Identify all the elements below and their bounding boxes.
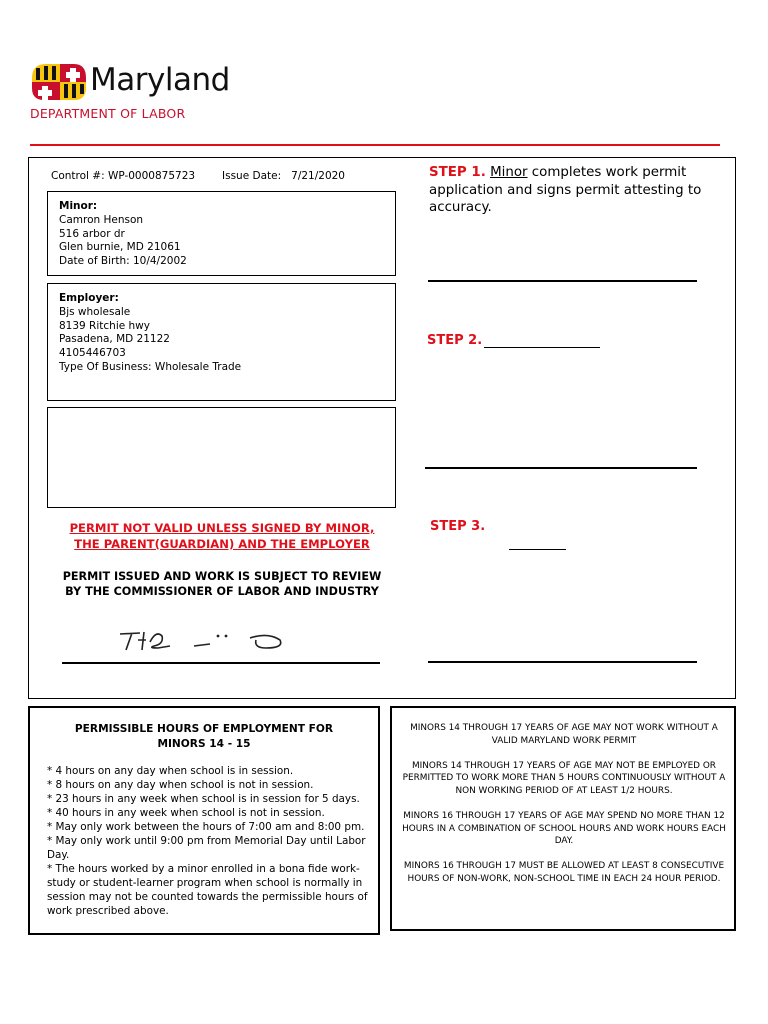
validity-warning <box>47 520 397 552</box>
blank-info-box <box>47 407 396 508</box>
step-2 <box>427 333 482 348</box>
hours-item: * May only work until 9:00 pm from Memorial Day until Labor Day. <box>47 835 366 861</box>
step-1-signature-line <box>428 280 697 282</box>
permissible-hours-list <box>47 764 372 918</box>
review-notice <box>47 569 397 599</box>
rule-paragraph: MINORS 16 THROUGH 17 YEARS OF AGE MAY SPEND NO MORE THAN 12 HOURS IN A COMBINATION OF SCHOOL HOURS AND WORK HOURS EACH DAY. <box>402 810 726 847</box>
hours-item: * 23 hours in any week when school is in session for 5 days. <box>47 793 360 805</box>
review-line-1: PERMIT ISSUED AND WORK IS SUBJECT TO REVIEW <box>62 570 382 583</box>
step-1-label: STEP 1. <box>429 165 486 180</box>
employer-info-box <box>47 283 396 401</box>
minor-name: Camron Henson <box>59 213 144 226</box>
control-label: Control #: <box>51 170 105 182</box>
warning-line-1: PERMIT NOT VALID UNLESS SIGNED BY MINOR, <box>69 521 375 535</box>
issue-label: Issue Date: <box>222 170 282 182</box>
brand-name: Maryland <box>90 62 230 98</box>
step-3-blank <box>509 549 566 550</box>
hours-title-line-1: PERMISSIBLE HOURS OF EMPLOYMENT FOR <box>74 723 334 735</box>
employer-phone: 4105446703 <box>59 347 126 360</box>
step-1-description: completes work permit application and signs permit attesting to accuracy. <box>429 165 702 215</box>
issue-date-line <box>222 169 345 183</box>
issue-date: 7/21/2020 <box>291 170 345 182</box>
employer-heading: Employer: <box>59 292 119 304</box>
step-3-signature-line <box>428 661 697 663</box>
hours-item: * May only work between the hours of 7:00 am and 8:00 pm. <box>47 821 365 833</box>
step-2-signature-line <box>425 467 697 469</box>
hours-item: * 8 hours on any day when school is not in session. <box>47 779 314 791</box>
hours-item: * The hours worked by a minor enrolled in a bona fide work-study or student-learner program when school is normally in session may not be counted towards the permissible hours of work prescribed above. <box>47 863 368 917</box>
warning-line-2: THE PARENT(GUARDIAN) AND THE EMPLOYER <box>74 537 370 551</box>
hours-item: * 4 hours on any day when school is in session. <box>47 765 294 777</box>
minor-dob: Date of Birth: 10/4/2002 <box>59 255 187 268</box>
minor-city: Glen burnie, MD 21061 <box>59 241 181 254</box>
handwritten-signature <box>118 628 288 654</box>
rule-paragraph: MINORS 14 THROUGH 17 YEARS OF AGE MAY NOT WORK WITHOUT A VALID MARYLAND WORK PERMIT <box>410 723 718 746</box>
employer-city: Pasadena, MD 21122 <box>59 333 170 346</box>
rule-paragraph: MINORS 14 THROUGH 17 YEARS OF AGE MAY NOT BE EMPLOYED OR PERMITTED TO WORK MORE THAN 5 HOURS CONTINUOUSLY WITHOUT A NON WORKING PERIOD OF AT LEAST 1/2 HOURS. <box>402 760 726 796</box>
employer-name: Bjs wholesale <box>59 305 131 318</box>
hours-title-line-2: MINORS 14 - 15 <box>157 738 251 750</box>
employer-street: 8139 Ritchie hwy <box>59 319 150 332</box>
control-number-line <box>51 169 195 183</box>
header-divider <box>30 144 720 146</box>
step-2-blank <box>484 347 600 348</box>
minor-rules-text <box>398 722 730 898</box>
step-1-minor-word: Minor <box>490 165 528 180</box>
control-number: WP-0000875723 <box>107 170 196 182</box>
step-2-label: STEP 2. <box>427 333 483 348</box>
minor-heading: Minor: <box>59 200 98 212</box>
step-3-label: STEP 3. <box>430 519 486 534</box>
rule-paragraph: MINORS 16 THROUGH 17 MUST BE ALLOWED AT LEAST 8 CONSECUTIVE HOURS OF NON-WORK, NON-SCHOOL TIME IN EACH 24 HOUR PERIOD. <box>403 861 725 884</box>
employer-business-type: Type Of Business: Wholesale Trade <box>59 360 242 373</box>
maryland-flag-logo <box>30 60 88 100</box>
permissible-hours-title <box>30 722 378 752</box>
step-3 <box>430 519 485 534</box>
minor-info-box <box>47 191 396 276</box>
department-name: DEPARTMENT OF LABOR <box>30 106 186 121</box>
hours-item: * 40 hours in any week when school is not in session. <box>47 807 325 819</box>
step-1-text <box>429 164 719 217</box>
review-line-2: BY THE COMMISSIONER OF LABOR AND INDUSTRY <box>65 585 379 598</box>
signature-line-official <box>62 662 380 664</box>
minor-street: 516 arbor dr <box>59 227 125 240</box>
